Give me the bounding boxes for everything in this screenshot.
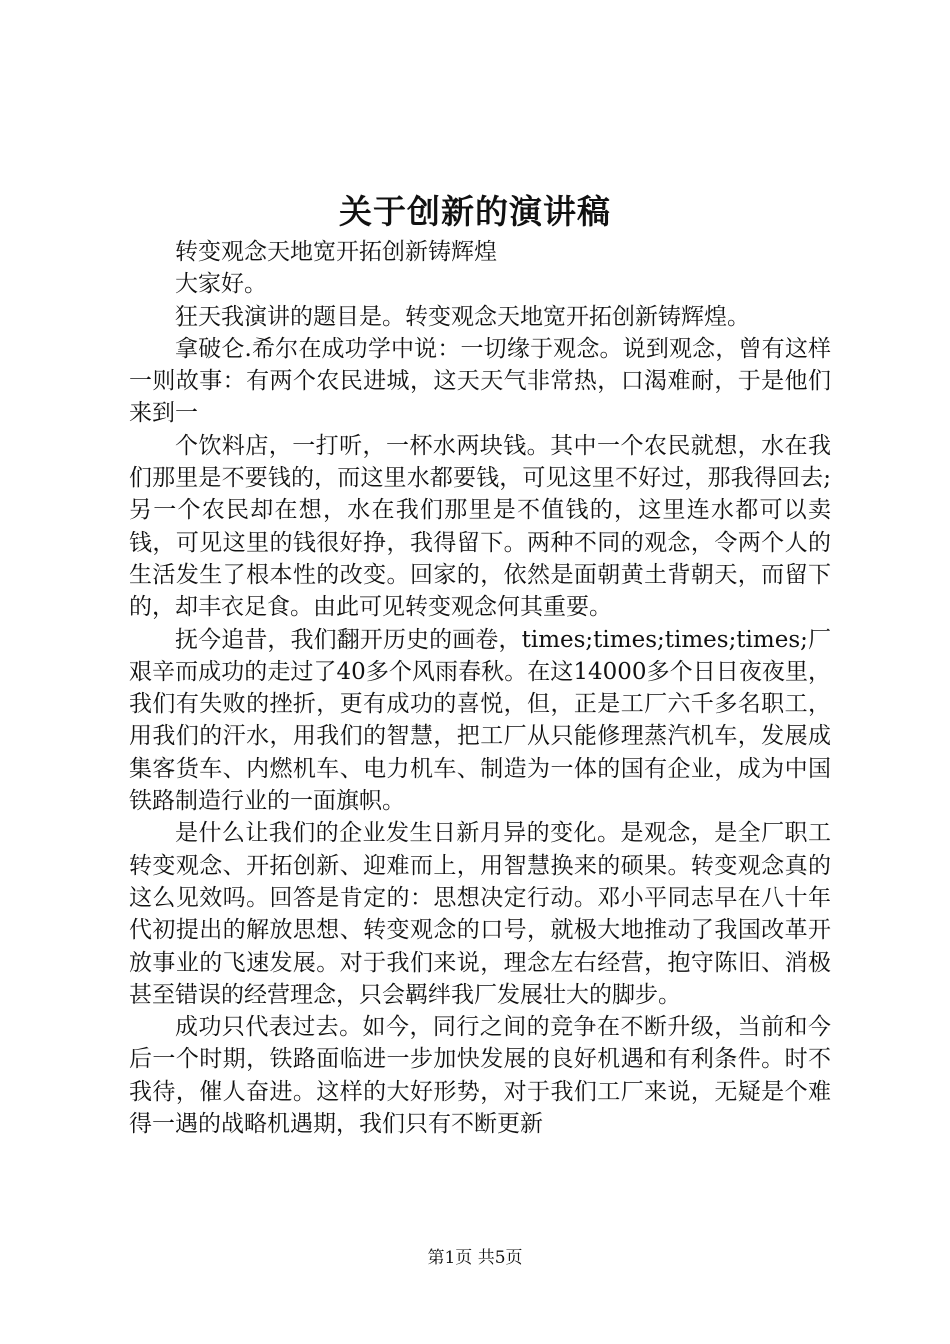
document-title: 关于创新的演讲稿 [339,192,611,231]
paragraph-greeting: 大家好。 [175,271,267,298]
page-footer: 第1页 共5页 [427,1248,523,1268]
paragraph-history: 抚今追昔，我们翻开历史的画卷，times;times;times;times;厂艰辛而成功的走过了40多个风雨春秋。在这14000多个日日夜夜里，我们有失败的挫折，更有成功的喜悦，但，正是工厂六千多名职工，用我们的汗水，用我们的智慧，把工厂从只能修理蒸汽机车，发展成集客货车、内燃机车、电力机车、制造为一体的国有企业，成为中国铁路制造行业的一面旗帜。 [129,626,831,815]
paragraph-concept: 是什么让我们的企业发生日新月异的变化。是观念，是全厂职工转变观念、开拓创新、迎难而上，用智慧换来的硕果。转变观念真的这么见效吗。回答是肯定的：思想决定行动。邓小平同志早在八十年代初提出的解放思想、转变观念的口号，就极大地推动了我国改革开放事业的飞速发展。对于我们来说，理念左右经营，抱守陈旧、消极甚至错误的经营理念，只会羁绊我厂发展壮大的脚步。 [129,820,831,1008]
paragraph-story-intro: 拿破仑.希尔在成功学中说：一切缘于观念。说到观念，曾有这样一则故事：有两个农民进城，这天天气非常热，口渴难耐，于是他们来到一 [129,335,831,427]
paragraph-future: 成功只代表过去。如今，同行之间的竞争在不断升级，当前和今后一个时期，铁路面临进一步加快发展的良好机遇和有利条件。时不我待，催人奋进。这样的大好形势，对于我们工厂来说，无疑是个难得一遇的战略机遇期，我们只有不断更新 [129,1014,831,1138]
paragraph-topic: 狂天我演讲的题目是。转变观念天地宽开拓创新铸辉煌。 [175,303,750,330]
document-body [129,236,831,1140]
paragraph-story: 个饮料店，一打听，一杯水两块钱。其中一个农民就想，水在我们那里是不要钱的，而这里水都要钱，可见这里不好过，那我得回去;另一个农民却在想，水在我们那里是不值钱的，这里连水都可以卖钱，可见这里的钱很好挣，我得留下。两种不同的观念，令两个人的生活发生了根本性的改变。回家的，依然是面朝黄土背朝天，而留下的，却丰衣足食。由此可见转变观念何其重要。 [129,432,831,621]
paragraph-subtitle: 转变观念天地宽开拓创新铸辉煌 [175,239,497,265]
